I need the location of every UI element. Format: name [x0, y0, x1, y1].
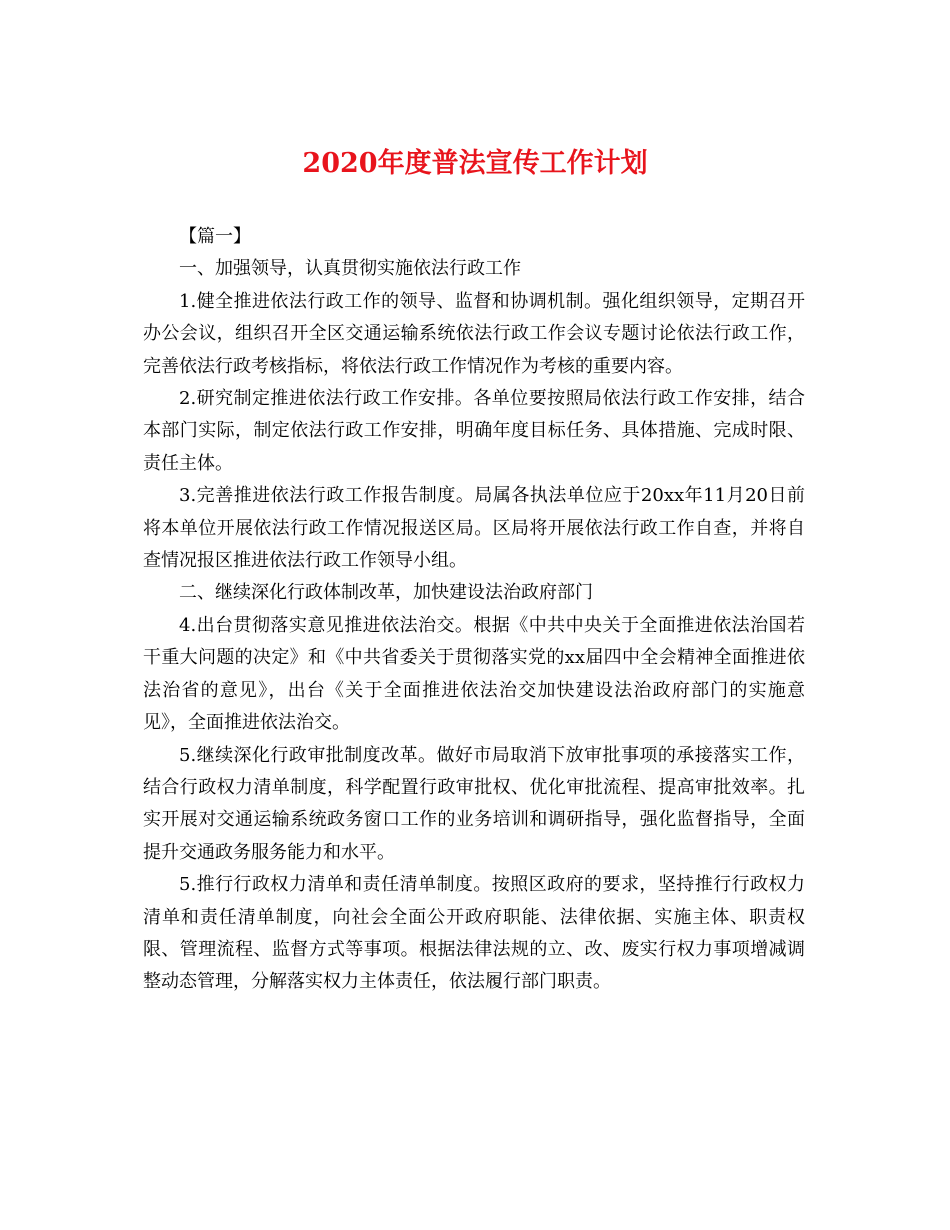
heading-two: 二、继续深化行政体制改革，加快建设法治政府部门 — [179, 582, 593, 604]
paragraph-item-2: 2.研究制定推进依法行政工作安排。各单位要按照局依法行政工作安排，结合本部门实际，制定依法行政工作安排，明确年度目标任务、具体措施、完成时限、责任主体。 — [143, 388, 805, 474]
paragraph-item-5b: 5.推行行政权力清单和责任清单制度。按照区政府的要求，坚持推行行政权力清单和责任清单制度，向社会全面公开政府职能、法律依据、实施主体、职责权限、管理流程、监督方式等事项。根据法律法规的立、改、废实行权力事项增减调整动态管理，分解落实权力主体责任，依法履行部门职责。 — [143, 874, 805, 993]
paragraph-section-label: 【篇一】 — [179, 226, 251, 247]
document-title: 2020年度普法宣传工作计划 — [302, 148, 648, 179]
paragraph-item-5a: 5.继续深化行政审批制度改革。做好市局取消下放审批事项的承接落实工作，结合行政权力清单制度，科学配置行政审批权、优化审批流程、提高审批效率。扎实开展对交通运输系统政务窗口工作的业务培训和调研指导，强化监督指导，全面提升交通政务服务能力和水平。 — [143, 744, 805, 863]
paragraph-item-3: 3.完善推进依法行政工作报告制度。局属各执法单位应于20xx年11月20日前将本单位开展依法行政工作情况报送区局。区局将开展依法行政工作自查，并将自查情况报区推进依法行政工作领导小组。 — [143, 485, 805, 572]
paragraph-item-1: 1.健全推进依法行政工作的领导、监督和协调机制。强化组织领导，定期召开办公会议，组织召开全区交通运输系统依法行政工作会议专题讨论依法行政工作，完善依法行政考核指标，将依法行政工作情况作为考核的重要内容。 — [143, 290, 805, 377]
heading-one: 一、加强领导，认真贯彻实施依法行政工作 — [179, 258, 521, 280]
document-body — [143, 221, 805, 999]
paragraph-item-4: 4.出台贯彻落实意见推进依法治交。根据《中共中央关于全面推进依法治国若干重大问题的决定》和《中共省委关于贯彻落实党的xx届四中全会精神全面推进依法治省的意见》，出台《关于全面推进依法治交加快建设法治政府部门的实施意见》，全面推进依法治交。 — [143, 614, 805, 734]
